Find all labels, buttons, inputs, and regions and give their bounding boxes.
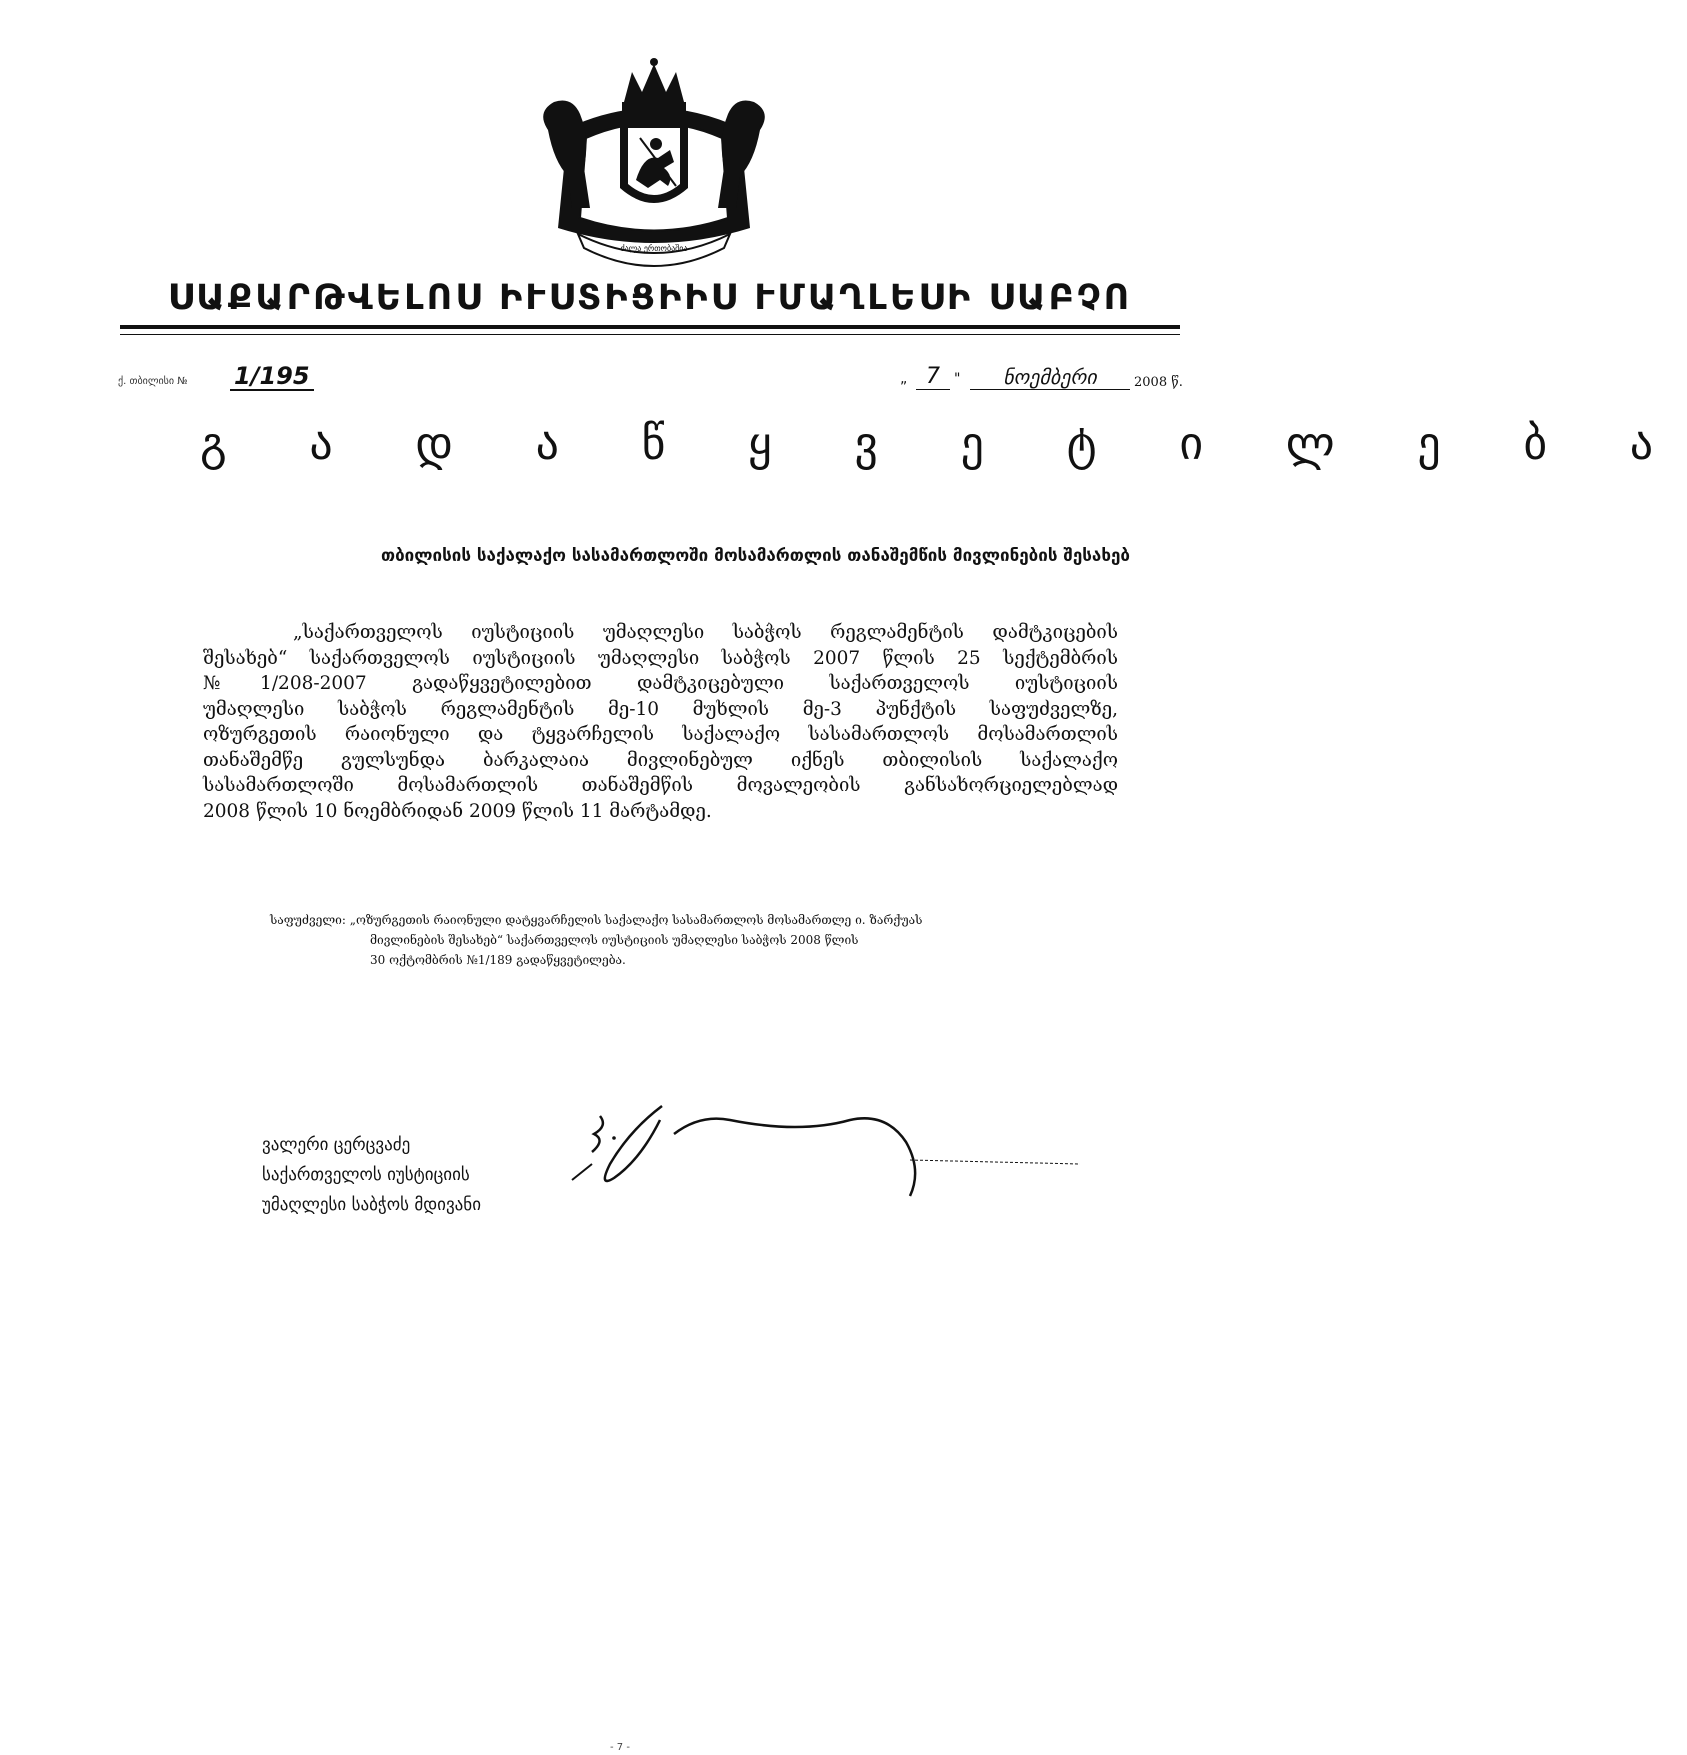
handwritten-signature-icon [570, 1100, 1090, 1200]
signatory-name: ვალერი ცერცვაძე [262, 1135, 411, 1155]
council-name-heading: ՍԱՔԱՐԹՎԵԼՈՍ ԻՒՍՏԻՑԻԻՍ ՒՄԱՂԼԵՍԻ ՍԱԲՉՈ [167, 278, 1133, 318]
body-line: თანაშემწე გულსუნდა ბარკალაია მივლინებულ იქნეს თბილისის საქალაქო [203, 749, 1118, 771]
decision-body [203, 620, 1118, 824]
document-subject: თბილისის საქალაქო სასამართლოში მოსამართლის თანაშემწის მივლინების შესახებ [381, 546, 1130, 566]
header-divider-thin [120, 334, 1180, 335]
header-divider-thick [120, 325, 1180, 329]
coat-of-arms-icon [528, 58, 780, 268]
signatory-title: უმაღლესი საბჭოს მდივანი [262, 1195, 481, 1215]
basis-line: საფუძველი: „ოზურგეთის რაიონული დატყვარჩელის საქალაქო სასამართლოს მოსამართლე ი. ზარქუას [270, 913, 923, 927]
signatory-title: საქართველოს იუსტიციის [262, 1165, 470, 1185]
body-line: „საქართველოს იუსტიციის უმაღლესი საბჭოს რეგლამენტის დამტკიცების [293, 622, 1118, 643]
body-line: სასამართლოში მოსამართლის თანაშემწის მოვალეობის განსახორციელებლად [203, 775, 1118, 796]
decision-basis [270, 910, 1070, 970]
date-month: ნოემბერი [970, 365, 1130, 390]
body-line: 2008 წლის 10 ნოემბრიდან 2009 წლის 11 მარტამდე. [203, 800, 712, 822]
basis-line: 30 ოქტომბრის №1/189 გადაწყვეტილება. [370, 953, 626, 967]
page-mark: - 7 - [610, 1742, 630, 1753]
document-type-heading: გ ა დ ა წ ყ ვ ე ტ ი ლ ე ბ ა [200, 416, 1687, 470]
svg-text:ძალა ერთობაშია: ძალა ერთობაშია [620, 244, 688, 253]
document-date [900, 365, 1200, 395]
body-line: შესახებ“ საქართველოს იუსტიციის უმაღლესი საბჭოს 2007 წლის 25 სექტემბრის [203, 647, 1118, 669]
date-day: 7 [916, 365, 950, 390]
document-number-label: ქ. თბილისი № [118, 376, 188, 387]
body-line: №1/208-2007 გადაწყვეტილებით დამტკიცებული საქართველოს იუსტიციის [203, 673, 1118, 694]
date-quote-close: " [954, 371, 961, 387]
body-line: ოზურგეთის რაიონული და ტყვარჩელის საქალაქო სასამართლოს მოსამართლის [203, 724, 1118, 745]
date-quote-open: „ [900, 371, 908, 387]
basis-line: მივლინების შესახებ“ საქართველოს იუსტიციის უმაღლესი საბჭოს 2008 წლის [370, 933, 859, 947]
body-line: უმაღლესი საბჭოს რეგლამენტის მე-10 მუხლის მე-3 პუნქტის საფუძველზე, [203, 698, 1118, 720]
date-year: 2008 წ. [1134, 375, 1183, 390]
document-number-value: 1/195 [230, 363, 314, 391]
signatory-block [262, 1130, 481, 1220]
